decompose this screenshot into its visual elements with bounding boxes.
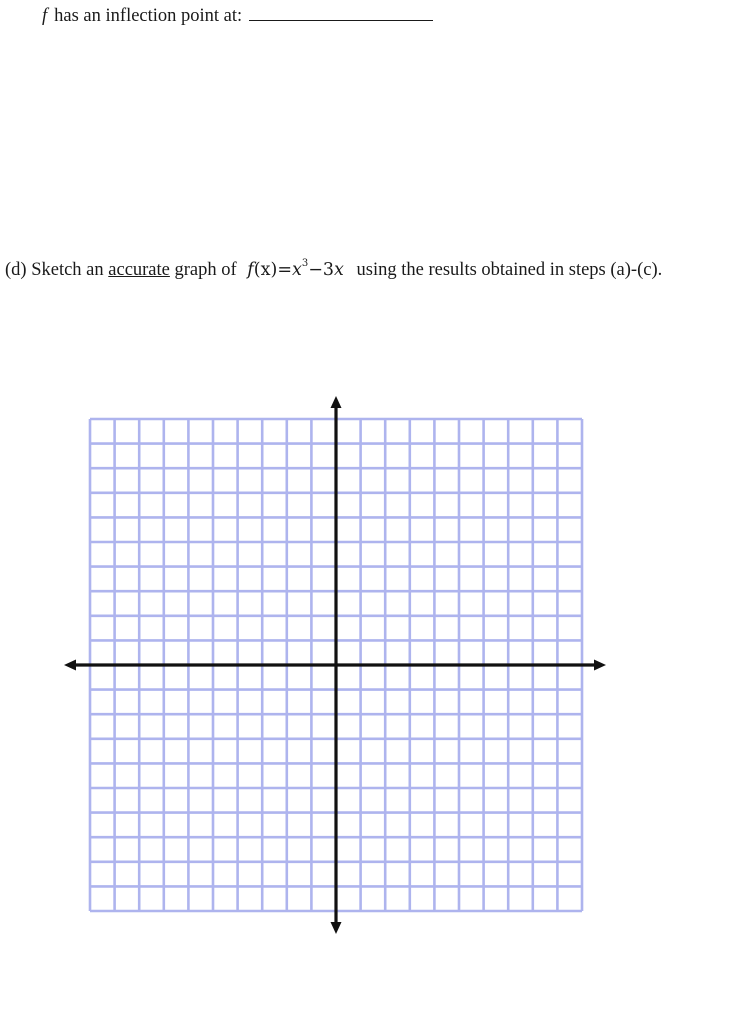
function-variable: f xyxy=(42,6,48,26)
x-axis-left-arrow xyxy=(64,660,76,671)
function-argument: (x) xyxy=(253,260,278,280)
instruction-text-before: Sketch an xyxy=(31,260,104,280)
cubic-exponent: 3 xyxy=(301,258,309,270)
inflection-prompt-text: has an inflection point at: xyxy=(54,6,243,26)
underlined-word: accurate xyxy=(108,260,170,280)
y-axis-up-arrow xyxy=(331,396,342,408)
linear-variable: x xyxy=(334,260,344,280)
y-axis-down-arrow xyxy=(331,922,342,934)
cubic-base: x xyxy=(291,260,302,280)
instruction-text-middle: graph of xyxy=(174,260,237,280)
x-axis-right-arrow xyxy=(594,660,606,671)
function-name: f xyxy=(247,260,254,280)
equals-sign: = xyxy=(277,260,292,280)
instruction-text-after: using the results obtained in steps (a)-(c). xyxy=(356,260,663,280)
part-label: (d) xyxy=(5,260,27,280)
linear-coefficient: −3 xyxy=(308,260,335,280)
